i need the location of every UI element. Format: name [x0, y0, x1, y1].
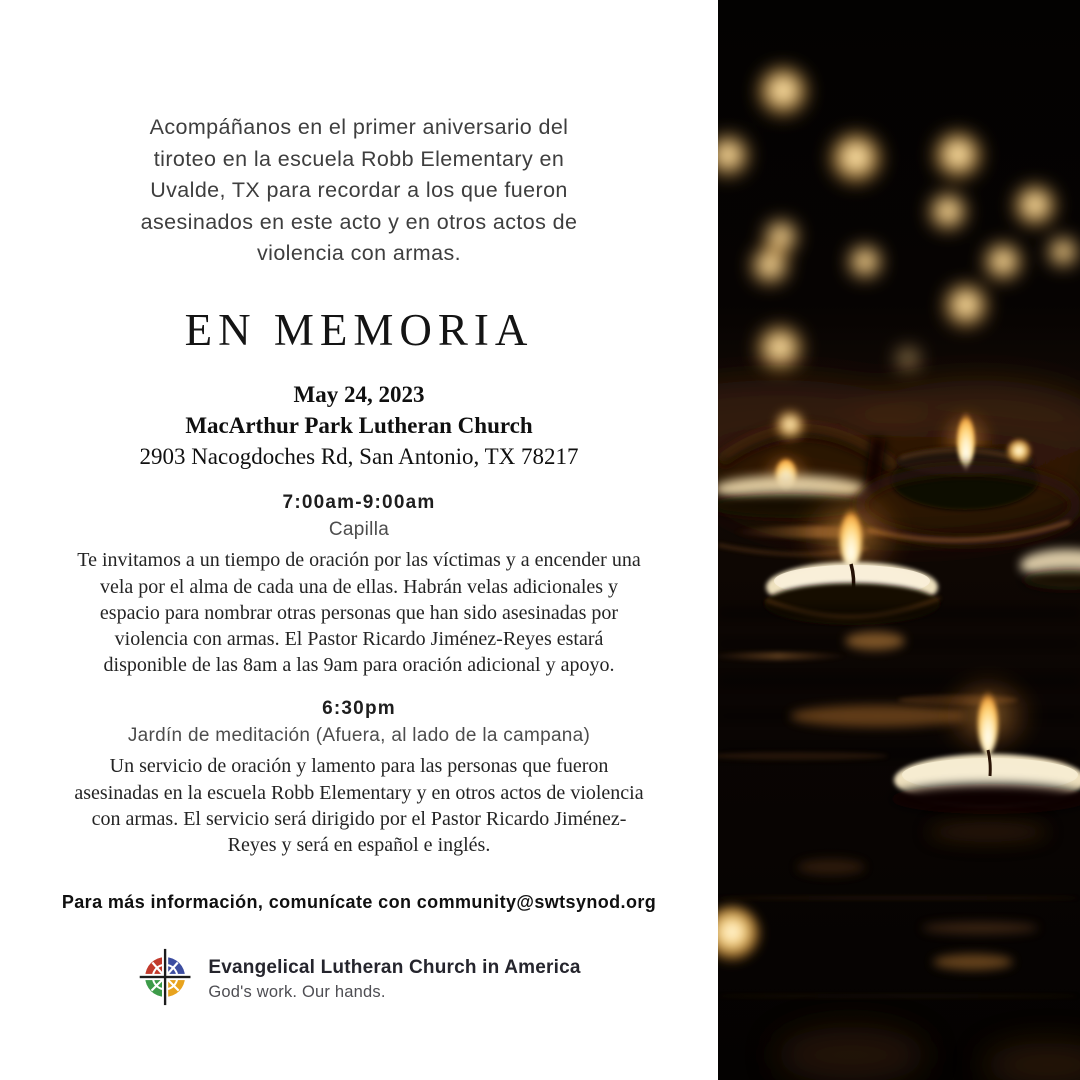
contact-info: Para más información, comunícate con community@swtsynod.org	[61, 892, 657, 913]
session-morning	[0, 492, 718, 678]
event-address: 2903 Nacogdoches Rd, San Antonio, TX 78217	[139, 443, 579, 469]
session-location: Jardín de meditación (Afuera, al lado de la campana)	[127, 725, 591, 747]
event-details	[0, 380, 718, 472]
org-name: Evangelical Lutheran Church in America	[208, 957, 581, 979]
session-evening	[0, 698, 718, 858]
page-title: EN MEMORIA	[184, 304, 534, 355]
elca-logo-icon	[137, 945, 195, 1014]
event-date: May 24, 2023	[293, 381, 425, 407]
elca-footer	[0, 945, 718, 1014]
session-time: 6:30pm	[322, 698, 396, 720]
session-description: Te invitamos a un tiempo de oración por las víctimas y a encender una vela por el alma de cada una de ellas. Habrán velas adicionales y espacio para nombrar otras personas que han sido asesinadas por violencia con armas. El Pastor Ricardo Jiménez-Reyes estará disponible de las 8am a las 9am para oración adicional y apoyo.	[77, 549, 641, 677]
event-venue: MacArthur Park Lutheran Church	[185, 412, 533, 438]
session-description: Un servicio de oración y lamento para las personas que fueron asesinadas en la escuela Robb Elementary y en otros actos de violencia con armas. El servicio será dirigido por el Pastor Ricardo Jiménez-Reyes y será en español e inglés.	[74, 755, 644, 856]
org-tagline: God's work. Our hands.	[208, 983, 386, 1002]
candles-photo	[718, 0, 1080, 1080]
elca-wordmark	[208, 957, 580, 1002]
intro-paragraph: Acompáñanos en el primer aniversario del tiroteo en la escuela Robb Elementary en Uvalde, TX para recordar a los que fueron asesinados en este acto y en otros actos de violencia con armas.	[140, 115, 578, 266]
session-location: Capilla	[328, 519, 390, 541]
session-time: 7:00am-9:00am	[282, 492, 436, 514]
